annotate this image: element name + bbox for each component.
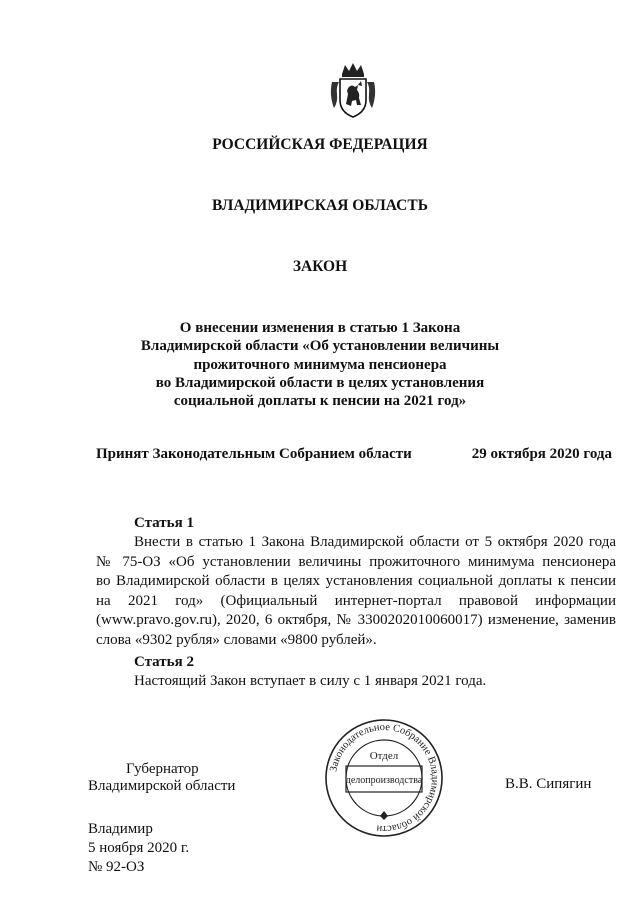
article-1-title: Статья 1 <box>134 515 194 531</box>
governor-name: В.В. Сипягин <box>505 776 592 792</box>
governor-title: Губернатор <box>126 761 199 777</box>
region-heading: ВЛАДИМИРСКАЯ ОБЛАСТЬ <box>212 197 428 214</box>
law-title-line: социальной доплаты к пенсии на 2021 год» <box>173 393 467 410</box>
vladimir-coat-of-arms-icon <box>328 60 378 120</box>
official-seal <box>322 716 446 840</box>
seal-center-line2: делопроизводства <box>345 775 423 786</box>
governor-region: Владимирской области <box>88 778 236 794</box>
law-number: № 92-ОЗ <box>88 859 145 875</box>
article-1-line: на 2021 год» (Официальный интернет-портал правовой информации <box>96 592 616 609</box>
adoption-date: 29 октября 2020 года <box>471 446 612 462</box>
article-1-line: во Владимирской области в целях установления социальной доплаты к пенсии <box>96 573 616 590</box>
signing-details <box>88 820 189 877</box>
adoption-line <box>96 446 612 463</box>
article-1-line: Внести в статью 1 Закона Владимирской области от 5 октября 2020 года <box>134 534 616 550</box>
signing-date: 5 ноября 2020 г. <box>88 840 190 856</box>
article-1-line: (www.pravo.gov.ru), 2020, 6 октября, № 3300202010060017) изменение, заменив <box>96 612 616 629</box>
doc-type-heading: ЗАКОН <box>292 258 348 275</box>
article-2-line: Настоящий Закон вступает в силу с 1 января 2021 года. <box>134 673 487 689</box>
article-2-title: Статья 2 <box>134 654 194 670</box>
seal-ring-text: Законодательное Собрание Владимирской области <box>328 721 441 835</box>
law-title-line: прожиточного минимума пенсионера <box>193 356 447 373</box>
law-title-line: Владимирской области «Об установлении величины <box>140 338 500 355</box>
article-1-line: слова «9302 рубля» словами «9800 рублей». <box>96 631 377 648</box>
country-heading: РОССИЙСКАЯ ФЕДЕРАЦИЯ <box>212 136 428 153</box>
article-1-text <box>96 533 616 651</box>
seal-star-icon <box>380 811 388 820</box>
law-title-line: во Владимирской области в целях установления <box>155 374 485 391</box>
article-2-text <box>96 672 616 692</box>
adoption-label: Принят Законодательным Собранием области <box>96 446 412 462</box>
law-title-line: О внесении изменения в статью 1 Закона <box>179 320 461 336</box>
law-title <box>0 319 640 410</box>
signing-city: Владимир <box>88 821 153 837</box>
seal-center-line1: Отдел <box>369 750 399 762</box>
article-1-line: № 75-ОЗ «Об установлении величины прожиточного минимума пенсионера <box>96 553 616 570</box>
